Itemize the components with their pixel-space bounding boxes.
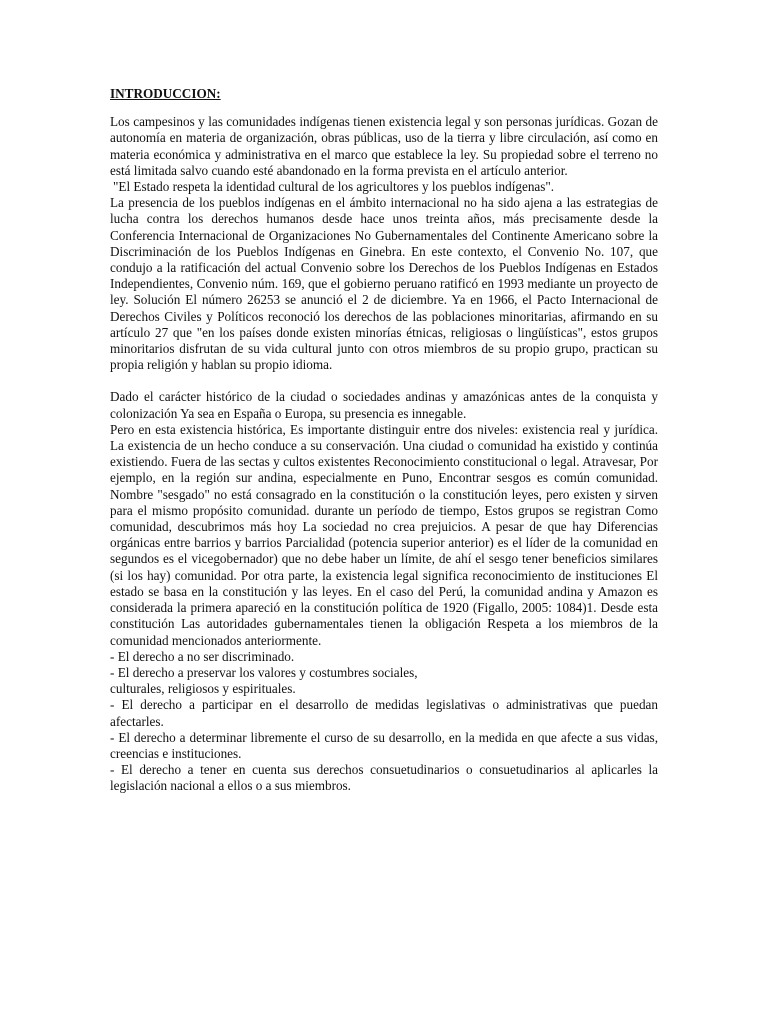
paragraph-legal-status: Los campesinos y las comunidades indígenas tienen existencia legal y son personas jurídicas. Gozan de autonomía en materia de organización, obras públicas, uso de la tierra y libre circulación, así como en materia económica y administrativa en el marco que establece la ley. Su propiedad sobre el terreno no está limitada salvo cuando esté abandonado en la forma prevista en el artículo anterior. [110,114,658,178]
list-item: - El derecho a preservar los valores y costumbres sociales, [110,664,418,680]
paragraph-international: La presencia de los pueblos indígenas en el ámbito internacional no ha sido ajena a las estrategias de lucha contra los derechos humanos desde hace unos treinta años, más precisamente desde la Conferencia Internacional de Organizaciones No Gubernamentales del Continente Americano sobre la Discriminación de los Pueblos Indígenas en Ginebra. En este contexto, el Convenio No. 107, que condujo a la ratificación del actual Convenio sobre los Derechos de los Pueblos Indígenas en Estados Independientes, Convenio núm. 169, que el gobierno peruano ratificó en 1993 mediante un proyecto de ley. Solución El número 26253 se anunció el 2 de diciembre. Ya en 1966, el Pacto Internacional de Derechos Civiles y Políticos reconoció los derechos de las poblaciones minoritarias, afirmando en su artículo 27 que "en los países donde existen minorías étnicas, religiosas o lingüísticas", estos grupos minoritarios disfrutan de su vida cultural junto con otros miembros de su propio grupo, practican su propia religión y hablan su propio idioma. [110,195,658,373]
paragraph-historical: Dado el carácter histórico de la ciudad o sociedades andinas y amazónicas antes de la conquista y colonización Ya sea en España o Europa, su presencia es innegable. [110,389,658,421]
paragraph-existence: Pero en esta existencia histórica, Es importante distinguir entre dos niveles: existencia real y jurídica. La existencia de un hecho conduce a su conservación. Una ciudad o comunidad ha existido y continúa existiendo. Fuera de las sectas y cultos existentes Reconocimiento constitucional o legal. Atravesar, Por ejemplo, en la región sur andina, especialmente en Puno, Encontrar sesgos es común comunidad. Nombre "sesgado" no está consagrado en la constitución o la constitución leyes, pero existen y sirven para el mismo propósito comunidad. durante un período de tiempo, Estos grupos se registran Como comunidad, descubrimos más hoy La sociedad no crea prejuicios. A pesar de que hay Diferencias orgánicas entre barrios y barrios Parcialidad (potencia superior anterior) es el líder de la comunidad en segundos es el vicegobernador) que no debe haber un límite, de ahí el sesgo tener beneficios similares (si los hay) comunidad. Por otra parte, la existencia legal significa reconocimiento de instituciones El estado se basa en la constitución y las leyes. En el caso del Perú, la comunidad andina y Amazon es considerada la primera apareció en la constitución política de 1920 (Figallo, 2005: 1084)1. Desde esta constitución Las autoridades gubernamentales tienen la obligación Respeta a los miembros de la comunidad mencionados anteriormente. [110,421,658,648]
document-page [110,86,658,795]
list-item: - El derecho a determinar libremente el curso de su desarrollo, en la medida en que afecte a sus vidas, creencias e instituciones. [110,729,658,761]
list-item: culturales, religiosos y espirituales. [110,681,296,697]
list-item: - El derecho a tener en cuenta sus derechos consuetudinarios o consuetudinarios al aplicarles la legislación nacional a ellos o a sus miembros. [110,762,658,794]
document-heading: INTRODUCCION: [110,86,221,101]
list-item: - El derecho a participar en el desarrollo de medidas legislativas o administrativas que puedan afectarles. [110,697,658,729]
paragraph-quote: "El Estado respeta la identidad cultural de los agricultores y los pueblos indígenas". [113,179,555,195]
list-item: - El derecho a no ser discriminado. [110,648,295,664]
paragraph-gap [110,373,658,389]
